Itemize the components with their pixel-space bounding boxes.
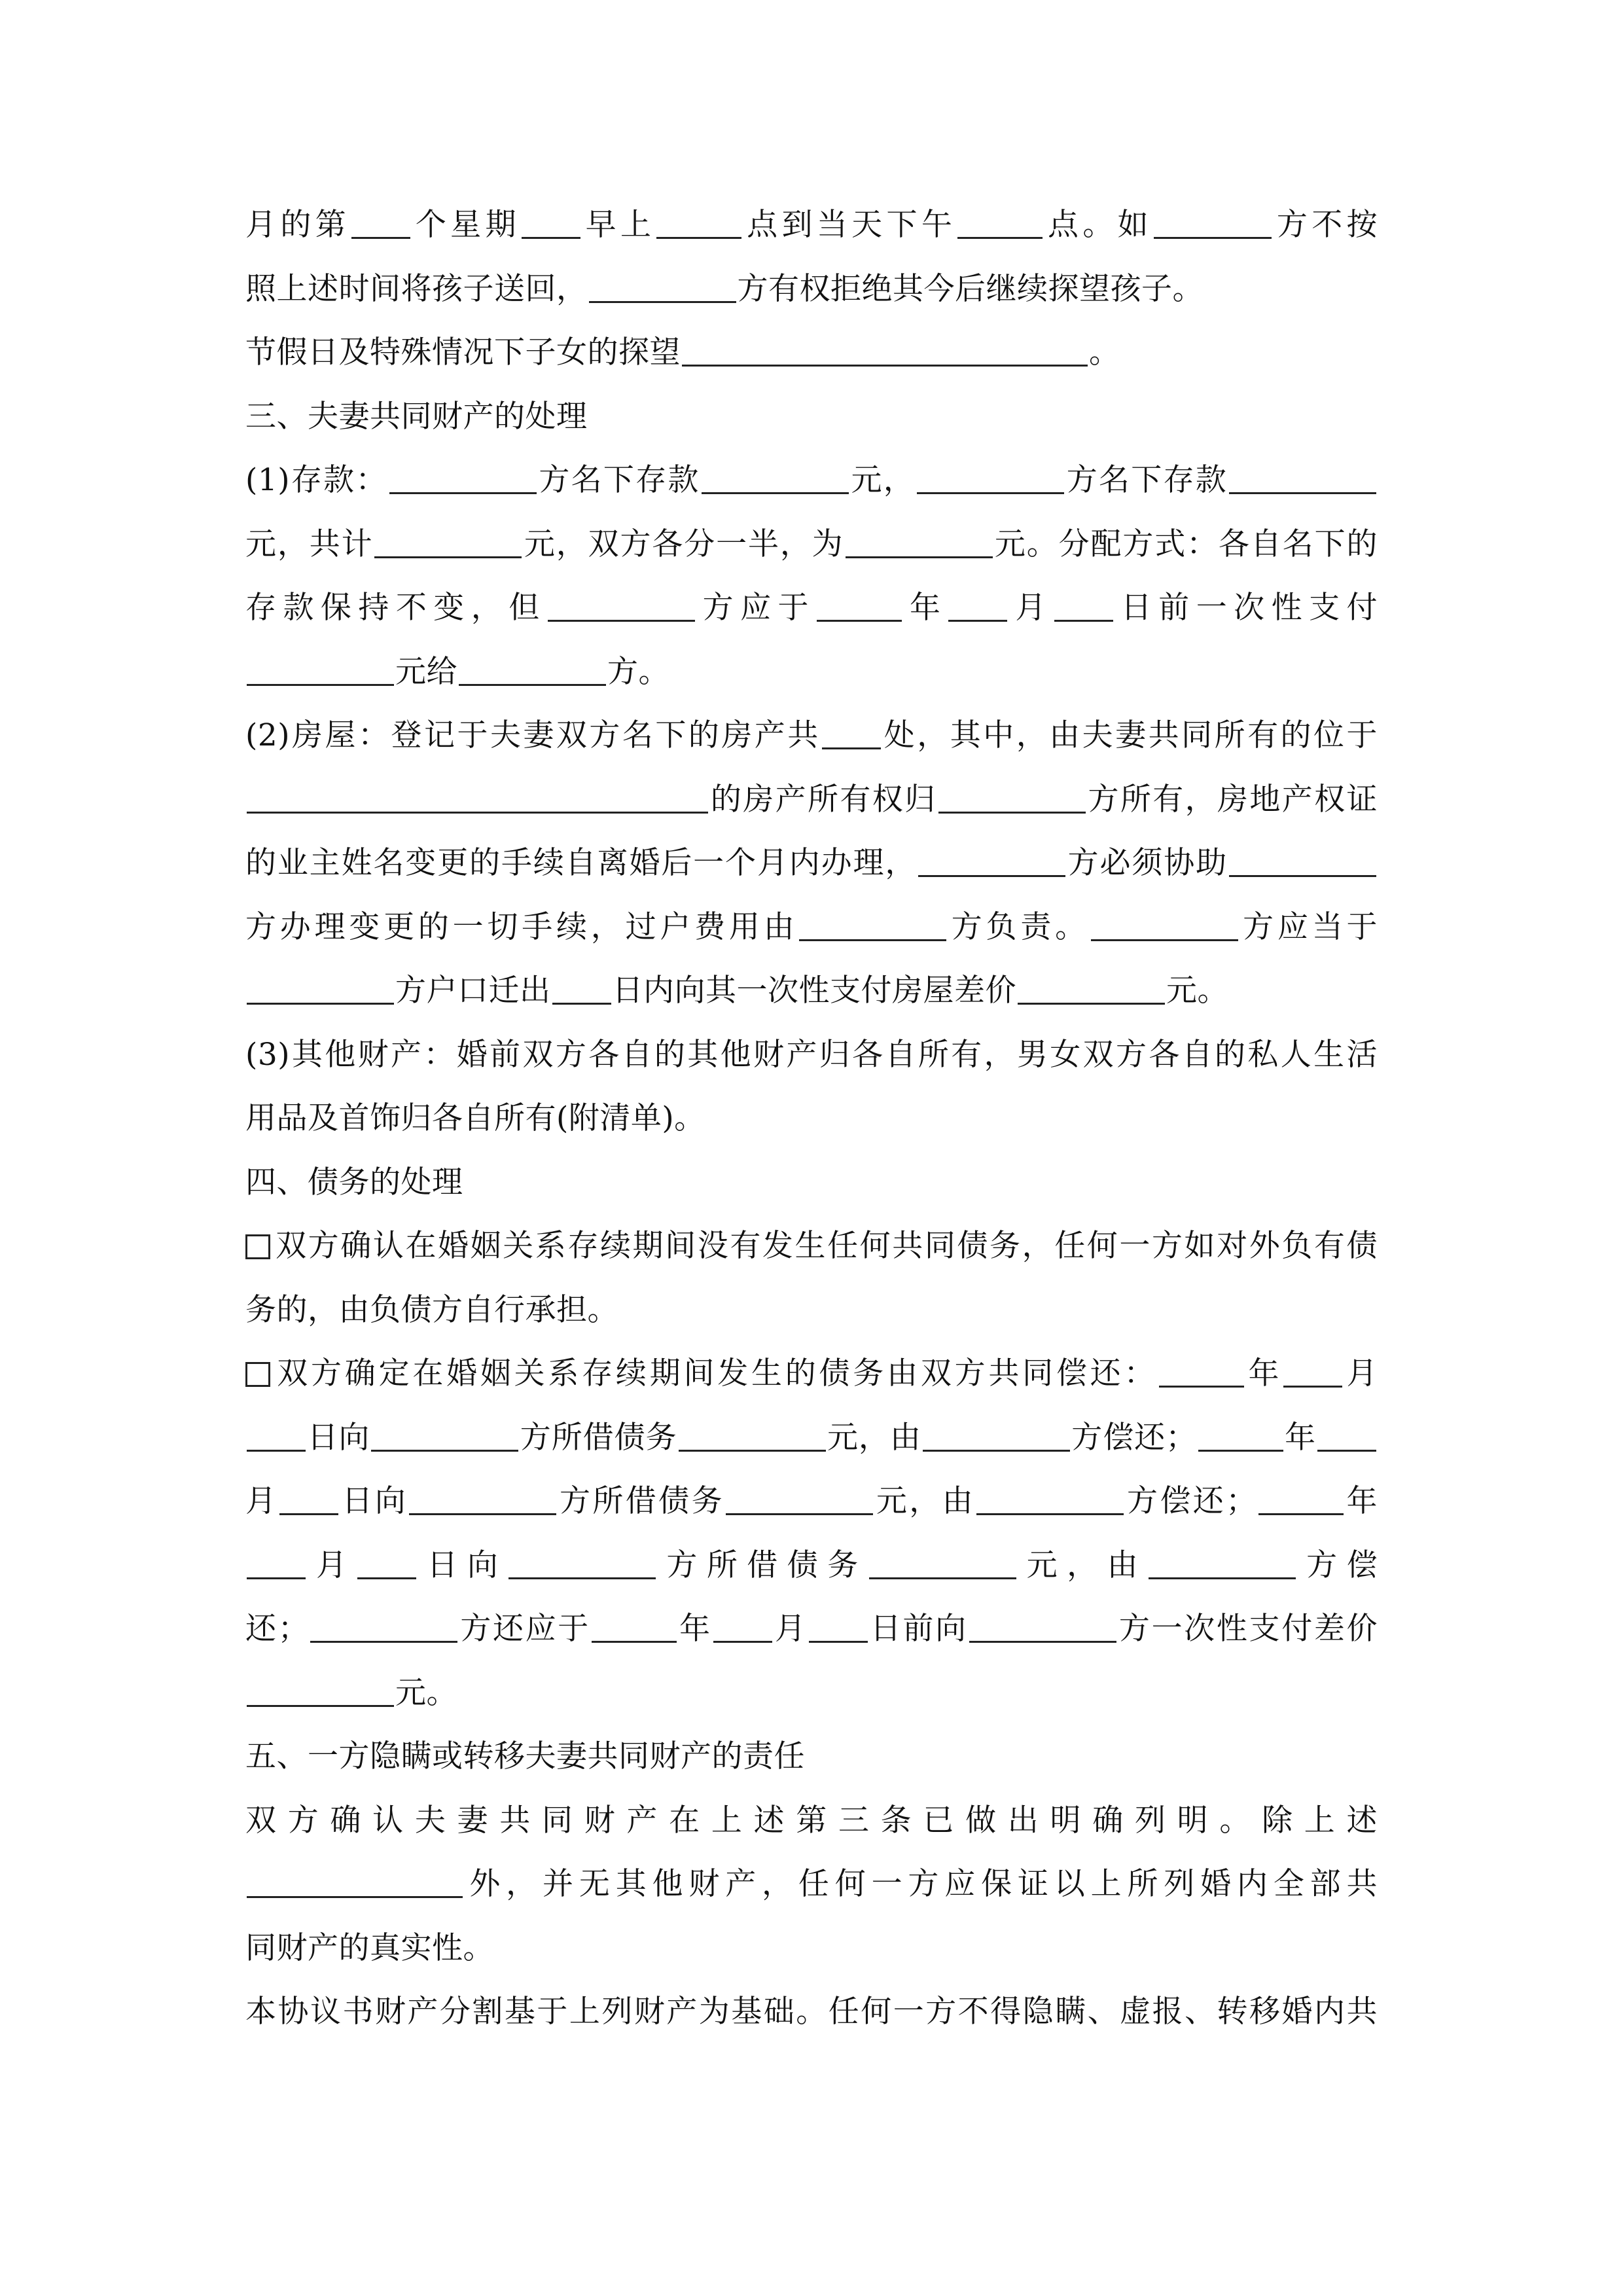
text-segment: 年 (1284, 1419, 1317, 1456)
blank-field[interactable] (809, 1612, 868, 1643)
text-segment: 日向 (418, 1547, 508, 1583)
blank-field[interactable] (656, 208, 741, 239)
text-line (245, 1406, 1378, 1470)
blank-field[interactable] (726, 1484, 873, 1515)
blank-field[interactable] (279, 1484, 338, 1515)
text-segment: 方户口迁出 (395, 973, 551, 1009)
agreement-body (245, 193, 1378, 2044)
text-segment: 方。 (607, 653, 669, 690)
blank-field[interactable] (459, 655, 606, 686)
blank-field[interactable] (682, 336, 1088, 367)
text-segment: 年 (1245, 1355, 1283, 1391)
text-line (245, 321, 1378, 385)
blank-field[interactable] (869, 1549, 1016, 1579)
checkbox[interactable] (245, 1234, 270, 1259)
text-segment: 方偿还； (1071, 1419, 1197, 1456)
section-heading (245, 1725, 1378, 1789)
text-line (245, 448, 1378, 512)
text-segment: 元，由 (827, 1419, 921, 1456)
text-segment: 月 (1008, 590, 1053, 626)
blank-field[interactable] (1317, 1421, 1376, 1452)
text-segment: 方应于 (696, 590, 815, 626)
text-segment: 日内向其一次性支付房屋差价 (612, 973, 1016, 1009)
blank-field[interactable] (552, 974, 611, 1005)
text-segment: 日前一次性支付 (1114, 590, 1378, 626)
text-segment: 元给 (395, 653, 457, 690)
blank-field[interactable] (713, 1612, 772, 1643)
text-segment: 年 (902, 590, 948, 626)
text-line (245, 640, 1378, 704)
blank-field[interactable] (589, 272, 736, 303)
text-segment: 元，共计 (245, 526, 374, 562)
blank-field[interactable] (508, 1549, 656, 1579)
text-segment: 方所借债务 (520, 1419, 677, 1456)
blank-field[interactable] (822, 719, 881, 749)
blank-field[interactable] (1283, 1357, 1342, 1388)
blank-field[interactable] (247, 974, 394, 1005)
text-segment: 方名下存款 (537, 462, 700, 498)
blank-field[interactable] (247, 783, 708, 814)
text-line (245, 1086, 1378, 1151)
checkbox-option (245, 1342, 1378, 1406)
text-segment: 的业主姓名变更的手续自离婚后一个月内办理， (245, 845, 918, 881)
text-line (245, 1023, 1378, 1087)
blank-field[interactable] (1091, 910, 1238, 941)
text-segment: 方偿 (1297, 1547, 1378, 1583)
blank-field[interactable] (351, 208, 410, 239)
text-segment: 早上 (581, 207, 656, 243)
text-segment: 双方确认夫妻共同财产在上述第三条已做出明确列明。除上述 (245, 1802, 1378, 1839)
text-segment: 元， (849, 462, 916, 498)
text-segment: (1)存款： (245, 462, 388, 498)
blank-field[interactable] (1149, 1549, 1296, 1579)
text-segment: 存款保持不变，但 (245, 590, 546, 626)
text-segment: 方所借债务 (558, 1483, 724, 1519)
text-line (245, 1980, 1378, 2044)
blank-field[interactable] (1054, 591, 1113, 622)
text-segment: 年 (1344, 1483, 1378, 1519)
text-segment: 元，由 (874, 1483, 976, 1519)
blank-field[interactable] (371, 1421, 518, 1452)
text-line (245, 1852, 1378, 1916)
text-segment: 方所有，房地产权证 (1086, 781, 1378, 817)
blank-field[interactable] (357, 1549, 416, 1579)
text-segment: 务的，由负债方自行承担。 (245, 1291, 618, 1328)
blank-field[interactable] (957, 208, 1043, 239)
text-segment: 点。如 (1044, 207, 1153, 243)
text-segment: 方还应于 (459, 1611, 590, 1647)
text-segment: 年 (677, 1611, 712, 1647)
text-segment: 同财产的真实性。 (245, 1929, 494, 1966)
text-segment: 元。分配方式：各自名下的 (993, 526, 1378, 562)
blank-field[interactable] (247, 1549, 306, 1579)
text-line (245, 1661, 1378, 1725)
text-segment: 月 (1344, 1355, 1378, 1391)
text-segment: 方偿还； (1125, 1483, 1257, 1519)
blank-field[interactable] (846, 528, 993, 558)
text-segment: 个星期 (412, 207, 520, 243)
text-segment: 月 (245, 1483, 279, 1519)
blank-field[interactable] (969, 1612, 1116, 1643)
text-segment: 方负责。 (948, 908, 1090, 945)
text-line (245, 1278, 1378, 1342)
checkbox[interactable] (245, 1362, 270, 1387)
heading-text: 四、债务的处理 (245, 1164, 463, 1200)
text-segment: 方名下存款 (1065, 462, 1228, 498)
blank-field[interactable] (817, 591, 902, 622)
blank-field[interactable] (948, 591, 1007, 622)
blank-field[interactable] (799, 910, 946, 941)
text-line (245, 576, 1378, 640)
text-segment: 日向 (307, 1419, 370, 1456)
text-segment: 本协议书财产分割基于上列财产为基础。任何一方不得隐瞒、虚报、转移婚内共 (245, 1994, 1378, 2030)
text-line (245, 704, 1378, 768)
text-segment: 方办理变更的一切手续，过户费用由 (245, 908, 798, 945)
text-segment: 元，双方各分一半，为 (523, 526, 844, 562)
blank-field[interactable] (1018, 974, 1165, 1005)
blank-field[interactable] (976, 1484, 1124, 1515)
text-segment: 元。 (395, 1674, 457, 1711)
text-segment: 月的第 (245, 207, 350, 243)
text-line (245, 1789, 1378, 1853)
blank-field[interactable] (1229, 846, 1376, 877)
text-segment: 双方确认在婚姻关系存续期间没有发生任何共同债务，任何一方如对外负有债 (274, 1228, 1378, 1264)
blank-field[interactable] (310, 1612, 457, 1643)
text-segment: 点到当天下午 (743, 207, 957, 243)
text-segment: 日向 (340, 1483, 408, 1519)
blank-field[interactable] (247, 1421, 306, 1452)
text-segment: 方不按 (1273, 207, 1378, 243)
text-segment: 双方确定在婚姻关系存续期间发生的债务由双方共同偿还： (274, 1355, 1158, 1391)
text-segment: 节假日及特殊情况下子女的探望 (245, 334, 681, 370)
blank-field[interactable] (917, 463, 1064, 494)
text-segment: 方必须协助 (1067, 845, 1228, 881)
text-segment: (2)房屋：登记于夫妻双方名下的房产共 (245, 717, 821, 753)
blank-field[interactable] (409, 1484, 556, 1515)
text-segment: 方应当于 (1239, 908, 1378, 945)
text-line (245, 512, 1378, 577)
blank-field[interactable] (1229, 463, 1376, 494)
blank-field[interactable] (679, 1421, 826, 1452)
checkbox-option (245, 1214, 1378, 1278)
text-segment: 用品及首饰归各自所有(附清单)。 (245, 1100, 705, 1136)
text-line (245, 193, 1378, 257)
text-line (245, 1534, 1378, 1598)
text-segment: 月 (773, 1611, 808, 1647)
blank-field[interactable] (1198, 1421, 1283, 1452)
text-segment: (3)其他财产：婚前双方各自的其他财产归各自所有，男女双方各自的私人生活 (245, 1036, 1378, 1073)
blank-field[interactable] (548, 591, 695, 622)
blank-field[interactable] (1154, 208, 1272, 239)
blank-field[interactable] (247, 655, 394, 686)
text-line (245, 1916, 1378, 1981)
blank-field[interactable] (389, 463, 537, 494)
text-segment: 方一次性支付差价 (1117, 1611, 1378, 1647)
heading-text: 五、一方隐瞒或转移夫妻共同财产的责任 (245, 1738, 805, 1774)
text-segment: 日前向 (868, 1611, 968, 1647)
text-segment: 还； (245, 1611, 310, 1647)
blank-field[interactable] (702, 463, 849, 494)
text-line (245, 1597, 1378, 1661)
blank-field[interactable] (918, 846, 1065, 877)
blank-field[interactable] (247, 1867, 463, 1898)
text-line (245, 257, 1378, 321)
heading-text: 三、夫妻共同财产的处理 (245, 398, 588, 435)
blank-field[interactable] (522, 208, 580, 239)
text-segment: 月 (307, 1547, 357, 1583)
text-line (245, 959, 1378, 1023)
text-segment: 的房产所有权归 (709, 781, 937, 817)
text-line (245, 831, 1378, 895)
blank-field[interactable] (247, 1676, 394, 1707)
text-segment: 外，并无其他财产，任何一方应保证以上所列婚内全部共 (464, 1866, 1378, 1902)
blank-field[interactable] (938, 783, 1086, 814)
section-heading (245, 1151, 1378, 1215)
text-segment: 方所借债务 (657, 1547, 868, 1583)
blank-field[interactable] (374, 528, 522, 558)
text-segment: 处，其中，由夫妻共同所有的位于 (882, 717, 1378, 753)
blank-field[interactable] (923, 1421, 1070, 1452)
blank-field[interactable] (1258, 1484, 1344, 1515)
text-segment: 元。 (1166, 973, 1228, 1009)
text-line (245, 895, 1378, 960)
blank-field[interactable] (1159, 1357, 1244, 1388)
text-segment: 照上述时间将孩子送回， (245, 270, 588, 307)
section-heading (245, 385, 1378, 449)
text-segment: 元，由 (1017, 1547, 1148, 1583)
blank-field[interactable] (592, 1612, 677, 1643)
text-line (245, 1469, 1378, 1534)
text-segment: 方有权拒绝其今后继续探望孩子。 (737, 270, 1204, 307)
text-line (245, 768, 1378, 832)
text-segment: 。 (1089, 334, 1120, 370)
